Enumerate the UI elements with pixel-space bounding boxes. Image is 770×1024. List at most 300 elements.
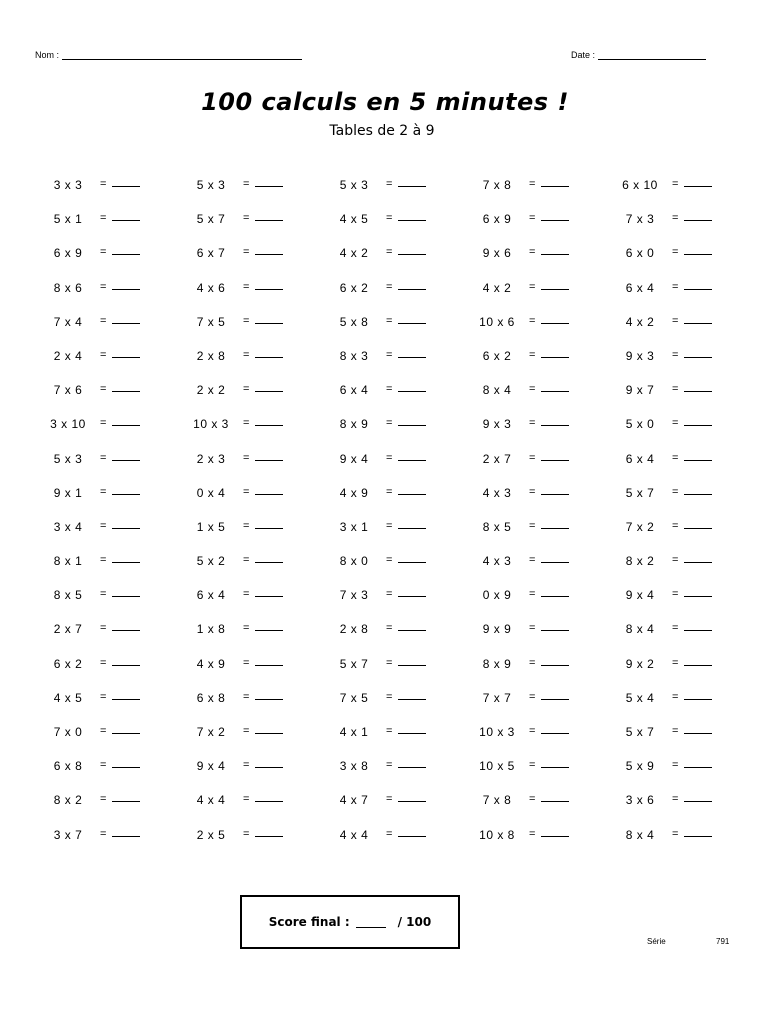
answer-blank[interactable] (112, 520, 140, 529)
answer-slot[interactable] (529, 554, 569, 566)
answer-blank[interactable] (541, 588, 569, 597)
exercise-expression: 0 x 4 (196, 485, 226, 500)
equals-sign: = (672, 212, 679, 225)
answer-slot[interactable] (100, 452, 140, 464)
answer-blank[interactable] (398, 281, 426, 290)
answer-slot[interactable] (243, 520, 283, 532)
equals-sign: = (529, 519, 536, 532)
answer-blank[interactable] (255, 452, 283, 461)
answer-slot[interactable] (529, 622, 569, 634)
answer-blank[interactable] (398, 725, 426, 734)
exercise-expression: 5 x 9 (625, 759, 655, 774)
answer-blank[interactable] (541, 520, 569, 529)
answer-blank[interactable] (112, 212, 140, 221)
answer-blank[interactable] (255, 759, 283, 768)
answer-slot[interactable] (386, 725, 426, 737)
answer-blank[interactable] (684, 828, 712, 837)
exercise-item (471, 244, 614, 264)
exercise-expression: 8 x 4 (625, 827, 655, 842)
equals-sign: = (100, 725, 107, 737)
answer-slot[interactable] (529, 520, 569, 532)
answer-slot[interactable] (529, 452, 569, 464)
answer-blank[interactable] (255, 246, 283, 255)
answer-slot[interactable] (100, 246, 140, 258)
answer-slot[interactable] (100, 657, 140, 669)
answer-slot[interactable] (529, 315, 569, 327)
exercise-item (42, 552, 185, 572)
answer-slot[interactable] (529, 657, 569, 669)
answer-blank[interactable] (541, 486, 569, 495)
answer-blank[interactable] (112, 349, 140, 358)
answer-slot[interactable] (529, 417, 569, 429)
answer-slot[interactable] (100, 486, 140, 498)
exercise-expression: 5 x 8 (339, 314, 369, 329)
answer-slot[interactable] (529, 486, 569, 498)
answer-slot[interactable] (100, 588, 140, 600)
answer-blank[interactable] (398, 759, 426, 768)
answer-slot[interactable] (386, 554, 426, 566)
answer-blank[interactable] (684, 554, 712, 563)
answer-slot[interactable] (529, 691, 569, 703)
answer-blank[interactable] (541, 657, 569, 666)
answer-slot[interactable] (243, 452, 283, 464)
answer-slot[interactable] (672, 349, 712, 361)
exercise-item (42, 279, 185, 299)
exercise-expression: 4 x 4 (339, 827, 369, 842)
equals-sign: = (672, 725, 679, 737)
answer-slot[interactable] (386, 178, 426, 190)
answer-blank[interactable] (112, 828, 140, 837)
answer-blank[interactable] (398, 520, 426, 529)
exercise-expression: 8 x 0 (339, 554, 369, 569)
exercise-item (471, 620, 614, 640)
answer-blank[interactable] (112, 622, 140, 631)
exercise-expression: 4 x 4 (196, 793, 226, 808)
answer-blank[interactable] (541, 554, 569, 563)
answer-slot[interactable] (672, 657, 712, 669)
answer-slot[interactable] (529, 178, 569, 190)
answer-slot[interactable] (243, 657, 283, 669)
equals-sign: = (100, 348, 107, 361)
answer-blank[interactable] (112, 281, 140, 290)
answer-slot[interactable] (672, 486, 712, 498)
answer-slot[interactable] (529, 828, 569, 840)
answer-blank[interactable] (398, 315, 426, 324)
answer-slot[interactable] (100, 383, 140, 395)
answer-slot[interactable] (672, 212, 712, 224)
answer-blank[interactable] (112, 178, 140, 187)
answer-blank[interactable] (255, 212, 283, 221)
answer-slot[interactable] (243, 281, 283, 293)
answer-slot[interactable] (100, 349, 140, 361)
exercise-expression: 8 x 6 (53, 280, 83, 295)
answer-slot[interactable] (529, 793, 569, 805)
exercise-item (42, 484, 185, 504)
exercise-expression: 7 x 0 (53, 725, 83, 739)
answer-slot[interactable] (243, 486, 283, 498)
exercise-expression: 7 x 2 (625, 519, 655, 534)
answer-blank[interactable] (684, 588, 712, 597)
equals-sign: = (386, 314, 393, 327)
equals-sign: = (386, 451, 393, 464)
answer-slot[interactable] (672, 383, 712, 395)
answer-slot[interactable] (243, 178, 283, 190)
answer-slot[interactable] (672, 417, 712, 429)
answer-blank[interactable] (684, 349, 712, 358)
exercise-item (185, 450, 328, 470)
exercise-item (614, 279, 757, 299)
answer-blank[interactable] (684, 725, 712, 734)
answer-slot[interactable] (529, 588, 569, 600)
answer-blank[interactable] (255, 486, 283, 495)
answer-slot[interactable] (243, 383, 283, 395)
answer-blank[interactable] (398, 178, 426, 187)
exercise-expression: 2 x 5 (196, 827, 226, 842)
exercise-expression: 7 x 8 (482, 793, 512, 808)
exercise-expression: 6 x 0 (625, 246, 655, 261)
answer-slot[interactable] (100, 622, 140, 634)
answer-slot[interactable] (243, 315, 283, 327)
answer-slot[interactable] (672, 452, 712, 464)
answer-blank[interactable] (398, 691, 426, 700)
answer-blank[interactable] (398, 349, 426, 358)
answer-slot[interactable] (243, 417, 283, 429)
answer-blank[interactable] (541, 452, 569, 461)
answer-blank[interactable] (541, 828, 569, 837)
answer-slot[interactable] (100, 315, 140, 327)
answer-slot[interactable] (386, 212, 426, 224)
answer-blank[interactable] (255, 520, 283, 529)
date-field[interactable] (571, 50, 706, 60)
answer-slot[interactable] (386, 622, 426, 634)
answer-slot[interactable] (386, 828, 426, 840)
answer-blank[interactable] (684, 520, 712, 529)
answer-slot[interactable] (386, 520, 426, 532)
answer-blank[interactable] (255, 349, 283, 358)
exercise-expression: 8 x 3 (339, 348, 369, 363)
answer-slot[interactable] (529, 725, 569, 737)
exercise-item (328, 826, 471, 846)
exercise-item (185, 381, 328, 401)
answer-blank[interactable] (255, 417, 283, 426)
answer-blank[interactable] (684, 417, 712, 426)
exercise-expression: 6 x 2 (53, 656, 83, 671)
answer-blank[interactable] (112, 759, 140, 768)
equals-sign: = (386, 793, 393, 806)
answer-slot[interactable] (672, 793, 712, 805)
exercise-expression: 9 x 2 (625, 656, 655, 671)
answer-slot[interactable] (243, 691, 283, 703)
answer-slot[interactable] (243, 554, 283, 566)
answer-slot[interactable] (672, 759, 712, 771)
answer-slot[interactable] (386, 588, 426, 600)
name-field[interactable] (35, 50, 302, 60)
equals-sign: = (529, 348, 536, 361)
exercise-expression: 6 x 4 (625, 451, 655, 466)
answer-slot[interactable] (672, 520, 712, 532)
equals-sign: = (386, 588, 393, 601)
answer-slot[interactable] (672, 828, 712, 840)
answer-blank[interactable] (541, 315, 569, 324)
answer-blank[interactable] (255, 691, 283, 700)
exercise-item (42, 826, 185, 846)
answer-slot[interactable] (386, 486, 426, 498)
answer-blank[interactable] (398, 212, 426, 221)
exercise-item (328, 620, 471, 640)
answer-slot[interactable] (243, 759, 283, 771)
exercise-expression: 6 x 8 (196, 690, 226, 705)
answer-slot[interactable] (243, 622, 283, 634)
answer-blank[interactable] (255, 725, 283, 734)
answer-slot[interactable] (386, 349, 426, 361)
exercise-item (42, 415, 185, 435)
answer-blank[interactable] (255, 281, 283, 290)
answer-slot[interactable] (672, 588, 712, 600)
answer-blank[interactable] (255, 588, 283, 597)
answer-slot[interactable] (386, 793, 426, 805)
equals-sign: = (243, 417, 250, 430)
equals-sign: = (386, 280, 393, 293)
equals-sign: = (386, 178, 393, 190)
answer-slot[interactable] (386, 383, 426, 395)
answer-blank[interactable] (112, 452, 140, 461)
exercise-item (42, 210, 185, 230)
answer-blank[interactable] (112, 417, 140, 426)
answer-blank[interactable] (398, 588, 426, 597)
answer-blank[interactable] (684, 657, 712, 666)
equals-sign: = (100, 417, 107, 430)
answer-blank[interactable] (398, 383, 426, 392)
answer-slot[interactable] (529, 246, 569, 258)
answer-slot[interactable] (672, 725, 712, 737)
exercise-expression: 4 x 7 (339, 793, 369, 808)
exercise-item (185, 518, 328, 538)
answer-slot[interactable] (100, 828, 140, 840)
equals-sign: = (672, 280, 679, 293)
answer-slot[interactable] (100, 178, 140, 190)
exercise-expression: 6 x 9 (482, 212, 512, 227)
exercise-expression: 2 x 7 (482, 451, 512, 466)
answer-slot[interactable] (529, 349, 569, 361)
answer-slot[interactable] (243, 212, 283, 224)
answer-blank[interactable] (398, 452, 426, 461)
exercise-item (328, 723, 471, 743)
answer-slot[interactable] (672, 246, 712, 258)
exercise-item (471, 723, 614, 743)
exercise-expression: 6 x 4 (625, 280, 655, 295)
answer-blank[interactable] (112, 554, 140, 563)
exercise-item (614, 655, 757, 675)
answer-blank[interactable] (398, 246, 426, 255)
answer-blank[interactable] (541, 691, 569, 700)
answer-blank[interactable] (541, 759, 569, 768)
answer-slot[interactable] (100, 725, 140, 737)
answer-slot[interactable] (386, 281, 426, 293)
answer-blank[interactable] (541, 281, 569, 290)
answer-slot[interactable] (386, 452, 426, 464)
answer-blank[interactable] (684, 315, 712, 324)
exercise-item (185, 279, 328, 299)
answer-blank[interactable] (684, 486, 712, 495)
equals-sign: = (672, 348, 679, 361)
answer-blank[interactable] (684, 759, 712, 768)
answer-blank[interactable] (684, 246, 712, 255)
exercise-item (328, 655, 471, 675)
equals-sign: = (386, 519, 393, 532)
exercise-item (471, 210, 614, 230)
answer-slot[interactable] (386, 246, 426, 258)
exercise-expression: 9 x 6 (482, 246, 512, 261)
answer-blank[interactable] (541, 725, 569, 734)
equals-sign: = (386, 759, 393, 772)
answer-blank[interactable] (112, 657, 140, 666)
exercise-expression: 5 x 7 (196, 212, 226, 227)
answer-blank[interactable] (255, 554, 283, 563)
exercise-item (42, 518, 185, 538)
answer-blank[interactable] (112, 793, 140, 802)
exercise-expression: 4 x 2 (339, 246, 369, 261)
equals-sign: = (243, 280, 250, 293)
answer-blank[interactable] (398, 554, 426, 563)
answer-slot[interactable] (529, 212, 569, 224)
exercise-expression: 6 x 9 (53, 246, 83, 261)
exercise-expression: 5 x 3 (196, 178, 226, 192)
answer-slot[interactable] (100, 281, 140, 293)
answer-slot[interactable] (243, 725, 283, 737)
equals-sign: = (100, 588, 107, 601)
exercise-expression: 7 x 6 (53, 383, 83, 398)
exercise-expression: 5 x 1 (53, 212, 83, 227)
answer-slot[interactable] (243, 349, 283, 361)
answer-blank[interactable] (255, 793, 283, 802)
answer-slot[interactable] (672, 178, 712, 190)
answer-blank[interactable] (112, 588, 140, 597)
answer-slot[interactable] (100, 417, 140, 429)
answer-blank[interactable] (255, 315, 283, 324)
answer-blank[interactable] (112, 725, 140, 734)
answer-blank[interactable] (541, 246, 569, 255)
exercise-expression: 6 x 4 (339, 383, 369, 398)
score-blank[interactable] (356, 917, 386, 928)
answer-slot[interactable] (100, 212, 140, 224)
answer-blank[interactable] (684, 622, 712, 631)
answer-slot[interactable] (672, 281, 712, 293)
answer-blank[interactable] (541, 178, 569, 187)
answer-blank[interactable] (684, 212, 712, 221)
answer-blank[interactable] (541, 622, 569, 631)
answer-blank[interactable] (398, 486, 426, 495)
answer-blank[interactable] (684, 691, 712, 700)
answer-slot[interactable] (672, 691, 712, 703)
answer-blank[interactable] (541, 793, 569, 802)
answer-blank[interactable] (112, 315, 140, 324)
equals-sign: = (100, 519, 107, 532)
answer-blank[interactable] (112, 691, 140, 700)
exercise-expression: 1 x 8 (196, 622, 226, 637)
answer-slot[interactable] (243, 793, 283, 805)
answer-blank[interactable] (112, 383, 140, 392)
answer-slot[interactable] (529, 281, 569, 293)
answer-blank[interactable] (684, 383, 712, 392)
exercise-expression: 10 x 6 (479, 314, 515, 329)
score-label: Score final : (268, 915, 350, 929)
exercise-item (42, 313, 185, 333)
exercise-item (42, 620, 185, 640)
answer-blank[interactable] (255, 383, 283, 392)
answer-blank[interactable] (112, 246, 140, 255)
answer-blank[interactable] (541, 349, 569, 358)
answer-blank[interactable] (255, 657, 283, 666)
answer-slot[interactable] (243, 246, 283, 258)
answer-slot[interactable] (100, 759, 140, 771)
exercise-item (185, 484, 328, 504)
answer-blank[interactable] (541, 383, 569, 392)
exercise-item (614, 347, 757, 367)
answer-blank[interactable] (255, 828, 283, 837)
answer-slot[interactable] (100, 793, 140, 805)
equals-sign: = (243, 554, 250, 567)
answer-blank[interactable] (684, 178, 712, 187)
answer-blank[interactable] (684, 793, 712, 802)
equals-sign: = (100, 212, 107, 225)
exercise-item (614, 791, 757, 811)
answer-blank[interactable] (398, 622, 426, 631)
answer-blank[interactable] (112, 486, 140, 495)
exercise-expression: 9 x 1 (53, 485, 83, 500)
answer-slot[interactable] (100, 554, 140, 566)
answer-slot[interactable] (672, 554, 712, 566)
answer-slot[interactable] (243, 828, 283, 840)
exercise-item (614, 244, 757, 264)
answer-blank[interactable] (255, 622, 283, 631)
answer-slot[interactable] (386, 417, 426, 429)
exercise-expression: 5 x 3 (53, 451, 83, 466)
answer-slot[interactable] (672, 315, 712, 327)
equals-sign: = (243, 348, 250, 361)
answer-blank[interactable] (684, 452, 712, 461)
answer-slot[interactable] (386, 657, 426, 669)
answer-slot[interactable] (386, 691, 426, 703)
answer-slot[interactable] (386, 315, 426, 327)
exercise-expression: 3 x 10 (50, 417, 86, 432)
exercise-item (471, 279, 614, 299)
equals-sign: = (529, 759, 536, 772)
answer-blank[interactable] (398, 828, 426, 837)
exercise-expression: 10 x 3 (479, 725, 515, 739)
equals-sign: = (386, 212, 393, 225)
answer-blank[interactable] (398, 793, 426, 802)
answer-blank[interactable] (255, 178, 283, 187)
serie-number: 791 (716, 937, 730, 946)
answer-blank[interactable] (398, 417, 426, 426)
answer-slot[interactable] (672, 622, 712, 634)
answer-slot[interactable] (529, 383, 569, 395)
answer-slot[interactable] (243, 588, 283, 600)
exercise-item (42, 791, 185, 811)
exercise-item (471, 689, 614, 709)
answer-blank[interactable] (398, 657, 426, 666)
answer-slot[interactable] (100, 691, 140, 703)
answer-blank[interactable] (541, 417, 569, 426)
answer-slot[interactable] (386, 759, 426, 771)
answer-blank[interactable] (684, 281, 712, 290)
exercise-item (185, 655, 328, 675)
exercise-item (471, 655, 614, 675)
exercise-expression: 3 x 4 (53, 519, 83, 534)
answer-slot[interactable] (529, 759, 569, 771)
answer-slot[interactable] (100, 520, 140, 532)
answer-blank[interactable] (541, 212, 569, 221)
